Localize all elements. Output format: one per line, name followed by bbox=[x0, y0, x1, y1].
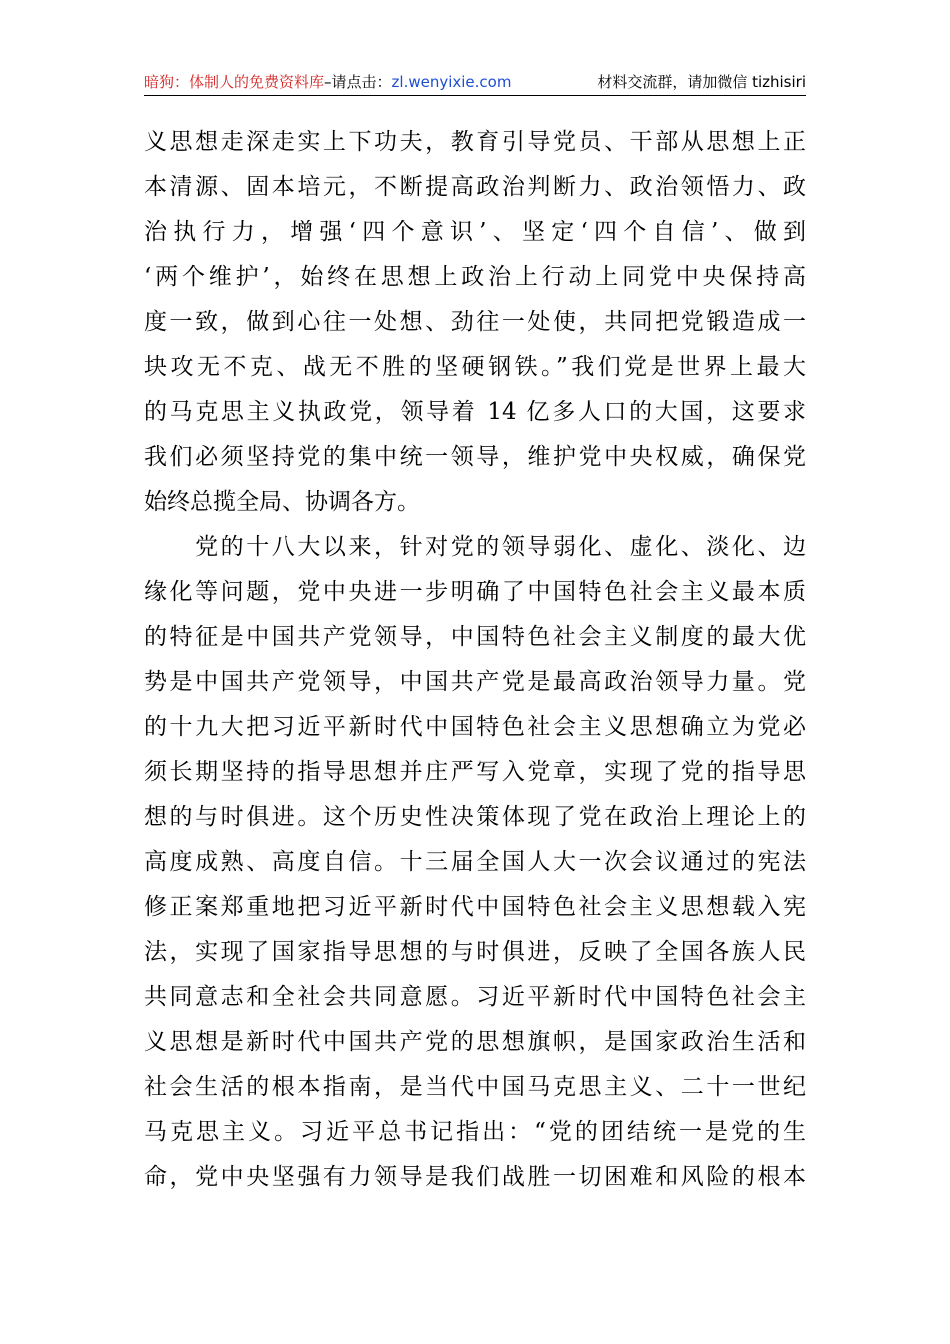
text-line: 势是中国共产党领导，中国共产党是最高政治领导力量。党 bbox=[144, 669, 806, 695]
text-line: 的特征是中国共产党领导，中国特色社会主义制度的最大优 bbox=[144, 624, 806, 650]
text-line: 想的与时俱进。这个历史性决策体现了党在政治上理论上的 bbox=[144, 804, 806, 830]
text-line: ‘两个维护’，始终在思想上政治上行动上同党中央保持高 bbox=[144, 264, 806, 290]
text-line: 修正案郑重地把习近平新时代中国特色社会主义思想载入宪 bbox=[144, 894, 806, 920]
header-wechat-note: 材料交流群，请加微信 tizhisiri bbox=[597, 73, 806, 91]
text-line: 法，实现了国家指导思想的与时俱进，反映了全国各族人民 bbox=[144, 939, 806, 965]
text-line: 始终总揽全局、协调各方。 bbox=[144, 489, 420, 515]
text-line: 须长期坚持的指导思想并庄严写入党章，实现了党的指导思 bbox=[144, 759, 806, 785]
document-body bbox=[144, 120, 806, 1200]
text-line: 党的十八大以来，针对党的领导弱化、虚化、淡化、边 bbox=[144, 534, 806, 560]
text-line: 的十九大把习近平新时代中国特色社会主义思想确立为党必 bbox=[144, 714, 806, 740]
text-line: 块攻无不克、战无不胜的坚硬钢铁。”我们党是世界上最大 bbox=[144, 354, 806, 380]
text-line: 命，党中央坚强有力领导是我们战胜一切困难和风险的根本 bbox=[144, 1164, 806, 1190]
text-line: 高度成熟、高度自信。十三届全国人大一次会议通过的宪法 bbox=[144, 849, 806, 875]
text-line: 义思想是新时代中国共产党的思想旗帜，是国家政治生活和 bbox=[144, 1029, 806, 1055]
text-line: 马克思主义。习近平总书记指出：“党的团结统一是党的生 bbox=[144, 1119, 806, 1145]
text-line: 我们必须坚持党的集中统一领导，维护党中央权威，确保党 bbox=[144, 444, 806, 470]
page-header bbox=[144, 70, 806, 94]
text-line: 度一致，做到心往一处想、劲往一处使，共同把党锻造成一 bbox=[144, 309, 806, 335]
header-prompt: –请点击： bbox=[324, 73, 392, 91]
text-line: 共同意志和全社会共同意愿。习近平新时代中国特色社会主 bbox=[144, 984, 806, 1010]
header-link[interactable]: zl.wenyixie.com bbox=[391, 73, 512, 91]
text-line: 治执行力，增强‘四个意识’、坚定‘四个自信’、做到 bbox=[144, 219, 806, 245]
text-line: 社会生活的根本指南，是当代中国马克思主义、二十一世纪 bbox=[144, 1074, 806, 1100]
text-line: 的马克思主义执政党，领导着 14 亿多人口的大国，这要求 bbox=[144, 399, 806, 425]
header-brand: 暗狗：体制人的免费资料库 bbox=[144, 73, 325, 91]
text-line: 本清源、固本培元，不断提高政治判断力、政治领悟力、政 bbox=[144, 174, 806, 200]
text-line: 缘化等问题，党中央进一步明确了中国特色社会主义最本质 bbox=[144, 579, 806, 605]
text-line: 义思想走深走实上下功夫，教育引导党员、干部从思想上正 bbox=[144, 129, 806, 155]
header-divider bbox=[144, 95, 806, 96]
